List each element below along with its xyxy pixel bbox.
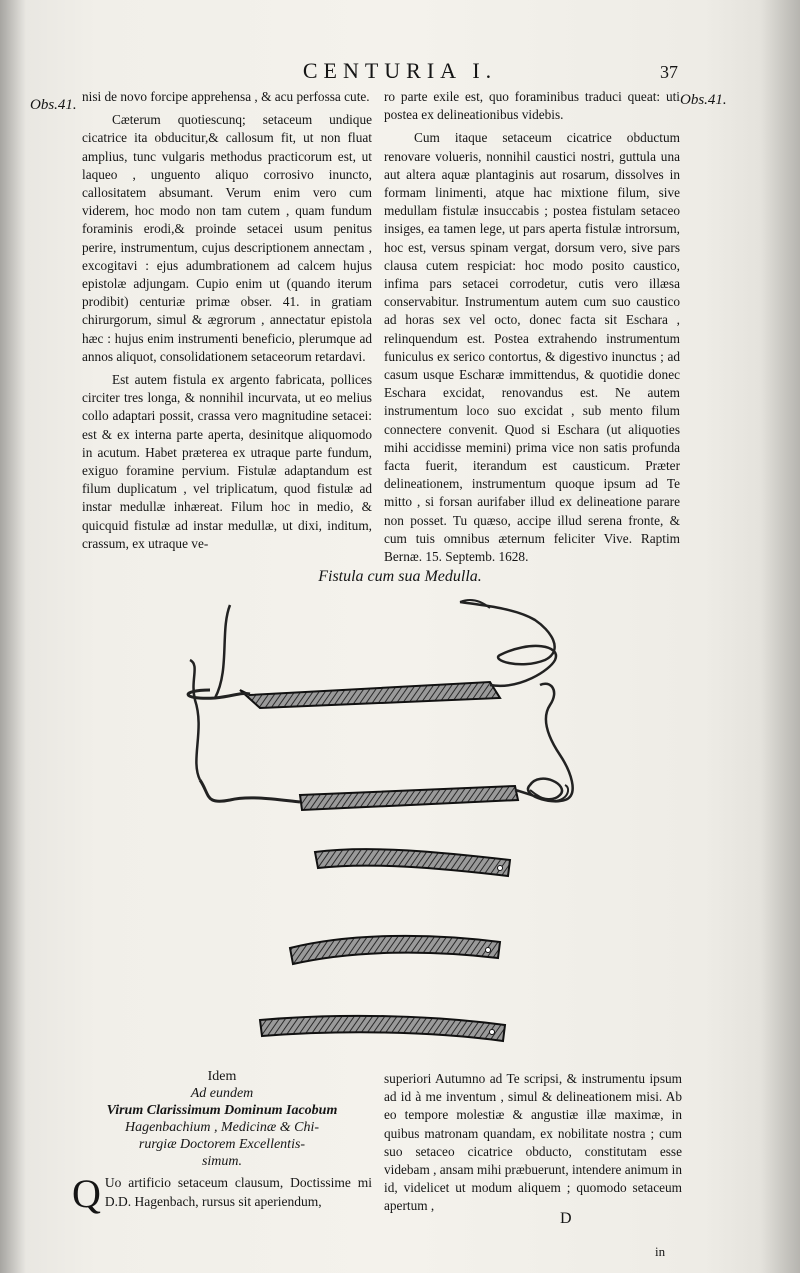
letter-left-column xyxy=(72,1068,372,1216)
fistula-piece-1 xyxy=(315,849,510,876)
drop-cap: Q xyxy=(72,1171,101,1216)
letter-right-column xyxy=(384,1070,682,1216)
running-title: CENTURIA I. xyxy=(302,58,498,83)
heading-line: Hagenbachium , Medicinæ & Chi- xyxy=(124,1120,320,1135)
catchword: in xyxy=(655,1244,666,1259)
heading-line: Virum Clarissimum Dominum Iacobum xyxy=(106,1103,338,1118)
paragraph: Cæterum quotiescunq; setaceum undique cicatrice ita obducitur,& callosum fit, ut non fluat amplius, tunc vulgaris methodus practicorum est, ut laqueo , unguento aliquo corrosivo inuncto, callositatem absumant. Verum enim vero cum viderem, hoc modo non tam cutem , quam fundum foraminis erodi,& proinde setacei usum penitus perire, instrumentum, cujus descriptionem annectam , excogitavi : ejus adumbrationem ad calcem hujus epistolæ adjungam. Cupio enim ut (quando iterum prodibit) centuriæ primæ obser. 41. in gratiam chirurgorum, simul & ægrorum , annectatur epistola hæc : hujus enim instrumenti beneficio, plerumque ad annos aliquot, consolidationem setaceorum retardavi. xyxy=(82,112,372,364)
heading-line: Ad eundem xyxy=(190,1086,254,1101)
figure-caption: Fistula cum sua Medulla. xyxy=(318,568,482,585)
letter-opening-text: Uo artificio setaceum clausum, Doctissime mi D.D. Hagenbach, rursus sit aperiendum, xyxy=(104,1175,372,1209)
heading-line: Idem xyxy=(207,1069,237,1084)
fistula-with-thread-1 xyxy=(188,600,556,708)
heading-line: rurgiæ Doctorem Excellentis- xyxy=(138,1137,306,1152)
fistula-piece-2 xyxy=(290,936,500,964)
right-column xyxy=(384,88,680,566)
paragraph: superiori Autumno ad Te scripsi, & instrumentu ipsum ad id à me inventum , simul & delineationem misi. Ab eo tempore molestiæ & angustiæ illæ maximæ, in quibus matronam quandam, ex nobilitate nostra ; cum suo setaceo cicatrice obducto, constitutam esse videbam , ansam mihi præbuerunt, intendere animum in id, videlicet ut modum aliquem ; quomodo setaceum apertum , xyxy=(384,1071,683,1214)
fistula-illustration xyxy=(170,590,600,1050)
heading-line: simum. xyxy=(201,1154,243,1169)
edge-shadow xyxy=(760,0,800,1273)
fistula-piece-3 xyxy=(260,1016,505,1041)
paragraph: nisi de novo forcipe apprehensa , & acu perfossa cute. xyxy=(82,89,370,104)
signature-mark: D xyxy=(560,1210,572,1227)
margin-note-left: Obs.41. xyxy=(30,97,77,113)
paragraph: ro parte exile est, quo foraminibus traduci queat: uti postea ex delineationibus videbis. xyxy=(384,89,680,123)
binding-shadow xyxy=(0,0,26,1273)
letter-opening xyxy=(72,1171,372,1216)
fistula-with-thread-2 xyxy=(190,660,573,810)
letter-heading xyxy=(72,1068,372,1170)
paragraph: Est autem fistula ex argento fabricata, pollices circiter tres longa, & nonnihil incurvata, ut eo melius collo adaptari possit, crassa vero magnitudine setacei: est & ex interna parte aperta, desinitque aliquomodo in acutum. Habet præterea ex utraque parte fundum, exiguo foramine pervium. Fistulæ adaptandum est filum duplicatum , vel triplicatum, quod fistulæ ad instar medullæ inhæreat. Filum hoc in medio, & quicquid fistulæ ad instar medullæ, ut dixi, inditum, crassum, ex utraque ve- xyxy=(82,372,372,551)
left-column xyxy=(82,88,372,553)
page-number: 37 xyxy=(660,62,678,82)
margin-note-right: Obs.41. xyxy=(680,92,727,108)
paragraph: Cum itaque setaceum cicatrice obductum renovare volueris, nonnihil caustici nostri, guttula una aut altera aquæ plantaginis aut rosarum, dissolves in formam linimenti, atque hac mixtione filum, sive medullam fistulæ insuccabis ; postea fistulam setaceo insiges, ea tamen lege, ut pars aperta fistulæ introrsum, hoc est, versus spinam vergat, dorsum vero, sive pars clausa cutem respiciat: hoc modo posito caustico, infima pars setacei corrodetur, cutis vero illæsa conservabitur. Instrumentum autem cum suo caustico ad horas sex vel octo, donec facta sit Eschara , relinquendum est. Postea extrahendo instrumentum funiculus ex serico contortus, & digestivo inunctus ; ad casum usque Escharæ immittendus, & quotidie donec Eschara excidat, renovandus est. Ne autem instrumentum loco suo excidat , sub mento filum connectere convenit. Quod si Eschara (ut aliquoties mihi accidisse memini) prima vice non satis profunda facta fuerit, iterandum est causticum. Præter delineationem, instrumentum quoque ipsum ad Te mitto , si forsan aurifaber illud ex delineatione parare non posset. Tu quæso, accipe illud serena fronte, & cum tuis omnibus æternum feliciter Vive. Raptim Bernæ. 15. Septemb. 1628. xyxy=(384,130,680,565)
